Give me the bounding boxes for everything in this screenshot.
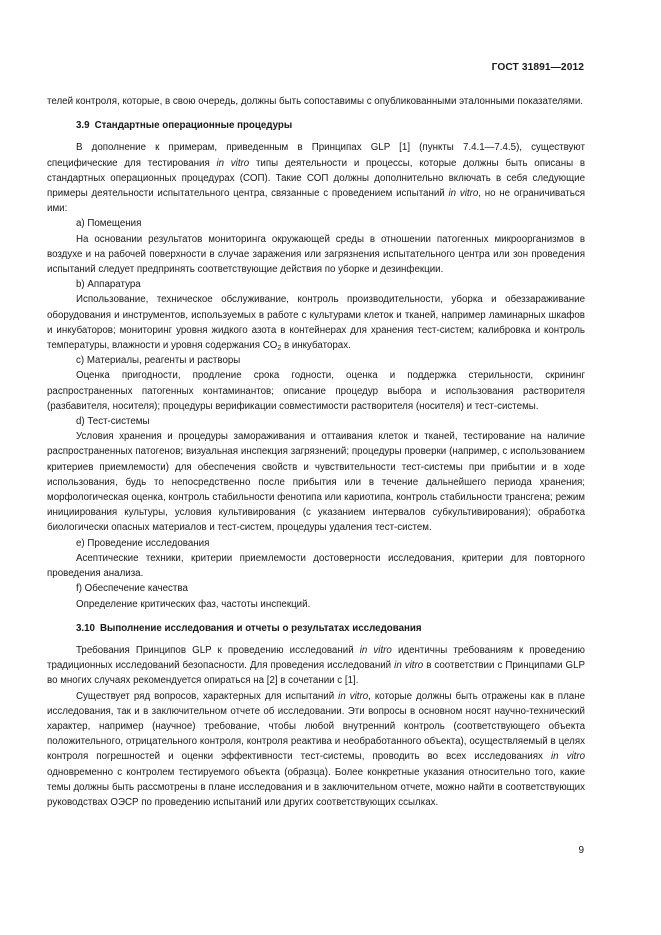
list-item-text-b bbox=[47, 292, 585, 353]
italic-term: in vitro bbox=[216, 157, 250, 169]
italic-term: in vitro bbox=[448, 188, 479, 200]
paragraph-specific-issues bbox=[47, 689, 585, 811]
list-item-text-a: На основании результатов мониторинга окружающей среды в отношении патогенных микроорганизмов в воздухе и на рабочей поверхности в случае заражения или загрязнения испытательного центра или зон проведения испытаний следует предпринять соответствующие действия по уборке и дезинфекции. bbox=[47, 233, 585, 276]
list-item-text-c: Оценка пригодности, продление срока годности, оценка и поддержка стерильности, скрининг распространенных патогенных контаминантов; описание процедур выбора и использования растворителя (разбавителя, носителя); процедуры верификации совместимости растворителя (носителя) и тест-системы. bbox=[47, 370, 585, 412]
list-item-label-d: d) Тест-системы bbox=[76, 416, 150, 428]
list-item-label-c: c) Материалы, реагенты и растворы bbox=[76, 355, 241, 367]
text-run: В дополнение к примерам, приведенным в Принципах GLP [1] (пункты 7.4.1—7.4.5), существуют специфические для тестирования bbox=[47, 142, 585, 169]
standard-header: ГОСТ 31891—2012 bbox=[491, 62, 584, 73]
text-run: в инкубаторах. bbox=[281, 340, 351, 352]
text-run: в соответствии с Принципами GLP во многих случаях рекомендуется опираться на [2] в сочетании с [1]. bbox=[47, 660, 586, 687]
document-body bbox=[47, 94, 585, 810]
list-item-text-f: Определение критических фаз, частоты инспекций. bbox=[76, 598, 311, 610]
text-run: Существует ряд вопросов, характерных для испытаний bbox=[76, 690, 339, 702]
paragraph-glp-requirements bbox=[47, 643, 585, 689]
text-run: одновременно с контролем тестируемого объекта (образца). Более конкретные указания относительно того, какие темы должны быть рассмотрены в плане исследования и в заключительном отчете, можно найти в соответствующих руководствах ОЭСР по проведению испытаний или других соответствующих ссылках. bbox=[47, 766, 585, 808]
paragraph-continuation: телей контроля, которые, в свою очередь, должны быть сопоставимы с опубликованными эталонными показателями. bbox=[47, 96, 584, 107]
list-item-label-a: a) Помещения bbox=[76, 218, 142, 230]
subscript: 2 bbox=[277, 345, 282, 353]
text-run: , которые должны быть отражены как в плане исследования, так и в заключительном отчете об исследовании. Эти вопросы в основном носят научно-технический характер, например (научное) требование, чтобы любой внутренний контроль (соответствующего объекта положительного, отрицательного контроля, контроля реактива и необработанного объекта), осуществляемый в целях контроля погрешностей и оценки эффективности тест-системы, проводить во всех исследованиях bbox=[47, 690, 585, 763]
section-number: 3.9 bbox=[76, 120, 90, 132]
italic-term: in vitro bbox=[394, 660, 424, 672]
section-title: Выполнение исследования и отчеты о результатах исследования bbox=[99, 622, 422, 634]
section-heading-3-10 bbox=[47, 621, 585, 636]
italic-term: in vitro bbox=[550, 751, 585, 763]
text-run: , но не ограничиваться ими: bbox=[47, 188, 586, 215]
list-item-label-e: e) Проведение исследования bbox=[76, 537, 210, 549]
paragraph-sop-intro bbox=[47, 140, 585, 216]
section-number: 3.10 bbox=[76, 622, 95, 634]
list-item-text-e: Асептические техники, критерии приемлемости достоверности исследования, критерии для повторного проведения анализа. bbox=[47, 552, 585, 580]
text-run: Использование, техническое обслуживание, контроль производительности, уборка и обеззараживание оборудования и инструментов, используемых в работе с культурами клеток и тканей, например ламинарных шкафов и инкубаторов; мониторинг уровня жидкого азота в контейнерах для хранения тест-систем; калибровка и контроль температуры, влажности и уровня содержания CO bbox=[47, 294, 585, 352]
text-run: типы деятельности и процессы, которые должны быть описаны в стандартных операционных процедурах (СОП). Такие СОП должны дополнительно включать в себя следующие примеры деятельности испытательного центра, связанные с проведением испытаний bbox=[47, 157, 586, 200]
page-number: 9 bbox=[578, 845, 584, 856]
text-run: идентичны требованиям к проведению традиционных исследований безопасности. Для проведения исследований bbox=[47, 644, 585, 672]
italic-term: in vitro bbox=[338, 690, 369, 702]
list-item-label-b: b) Аппаратура bbox=[76, 279, 141, 291]
section-title: Стандартные операционные процедуры bbox=[94, 120, 293, 132]
italic-term: in vitro bbox=[359, 644, 392, 656]
list-item-label-f: f) Обеспечение качества bbox=[76, 583, 188, 595]
list-item-text-d: Условия хранения и процедуры замораживания и оттаивания клеток и тканей, тестирование на наличие распространенных патогенов; визуальная инспекция загрязнений; процедуры проверки (например, с использованием критериев приемлемости) для обеспечения свойств и чувствительности тест-системы при прибытии и в ходе использования, будь то непосредственно после прибытия или в течение дальнейшего периода хранения; морфологическая оценка, контроль стабильности фенотипа или кариотипа, контроль стабильности трансгена; режим инициирования культуры, условия культивирования (с указанием интервалов субкультивирования); обработка биологически опасных материалов и тест-систем, процедуры удаления тест-систем. bbox=[47, 431, 585, 534]
section-heading-3-9 bbox=[47, 118, 585, 133]
text-run: Требования Принципов GLP к проведению исследований bbox=[76, 644, 360, 656]
